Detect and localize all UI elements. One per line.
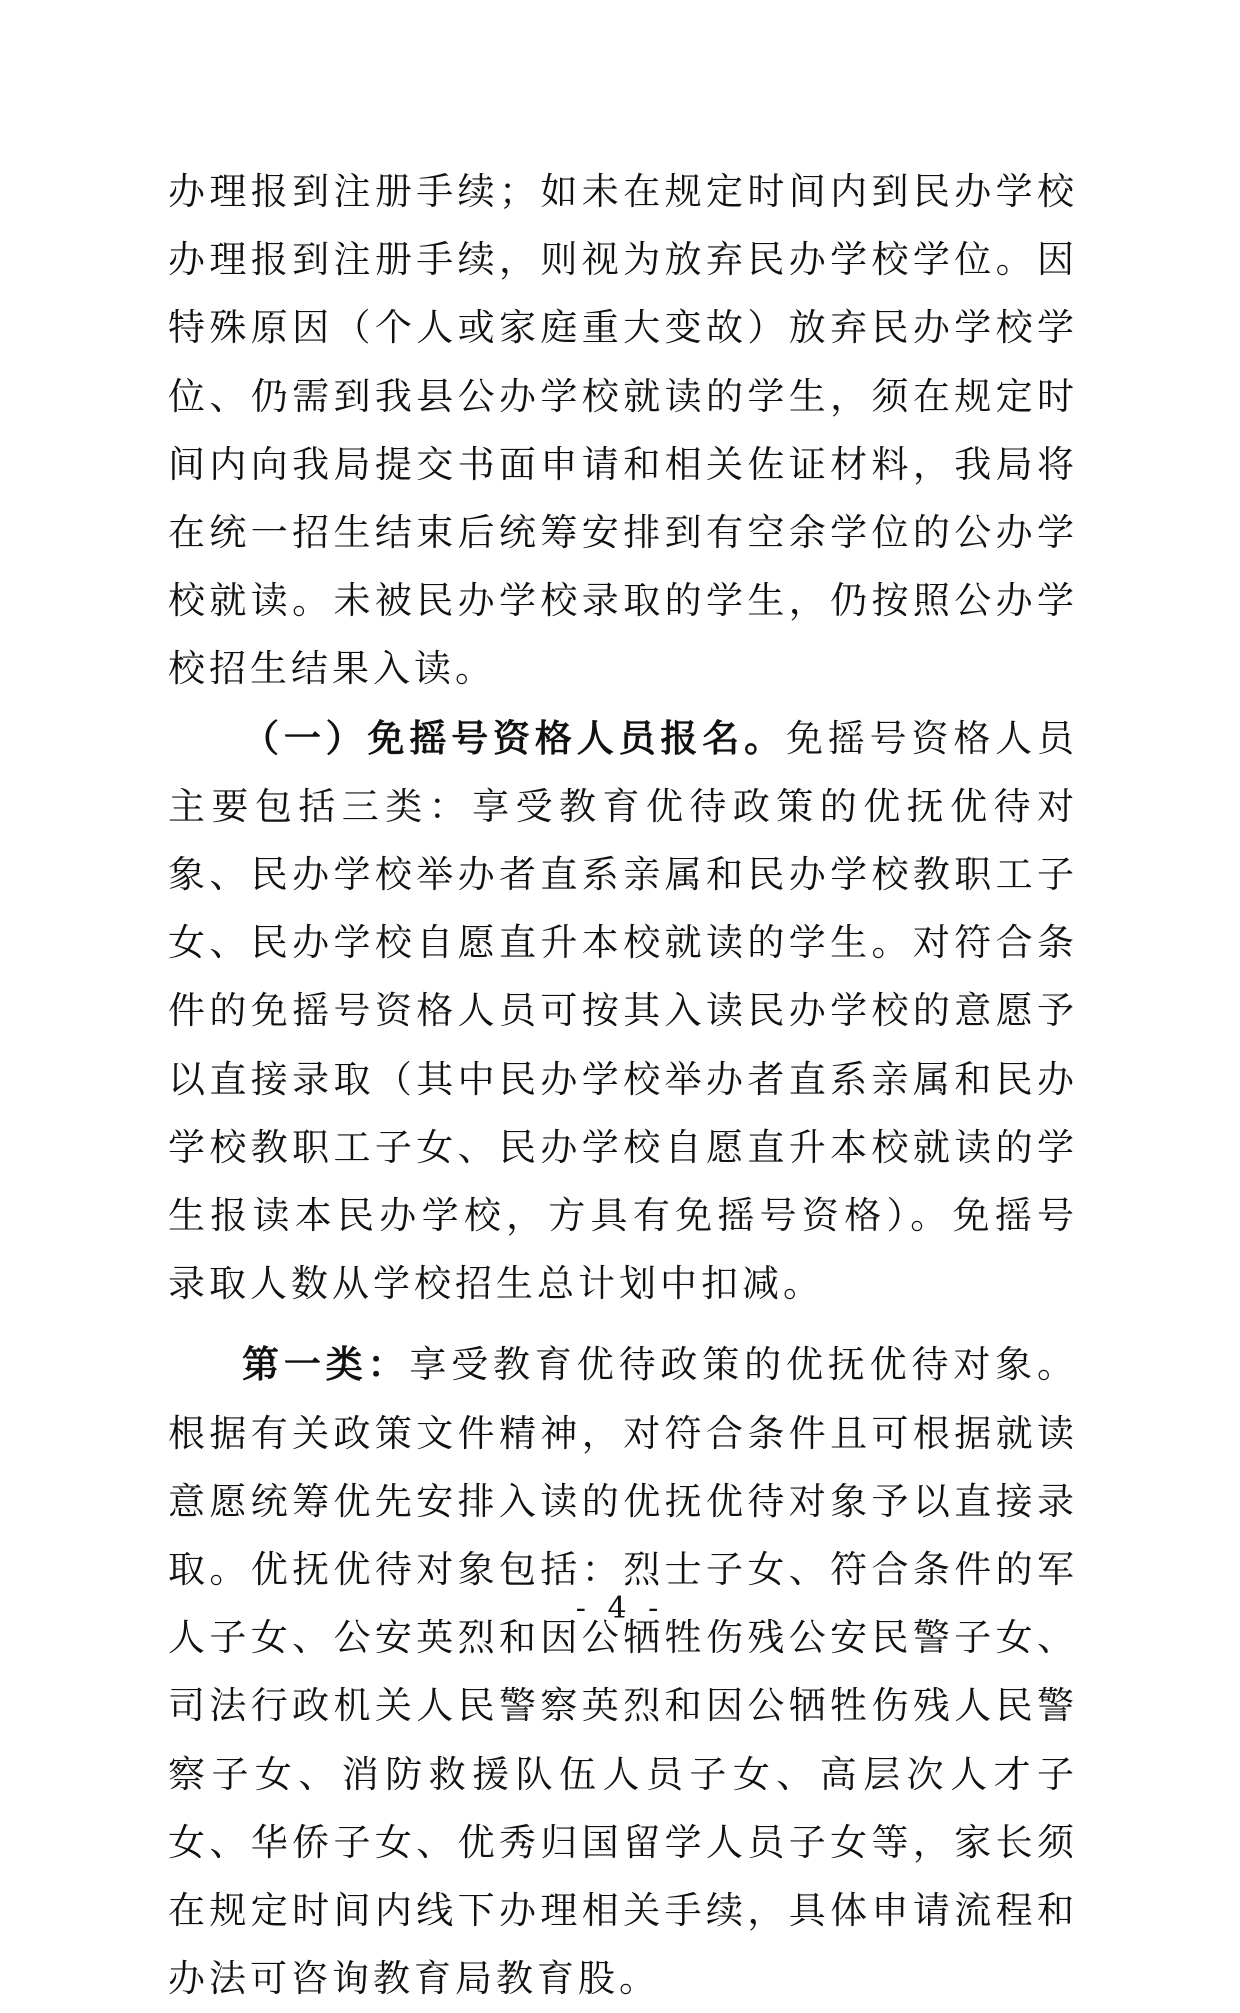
- paragraph-exempt-lottery-text: 免摇号资格人员主要包括三类：享受教育优待政策的优抚优待对象、民办学校举办者直系亲属和民办学校教职工子女、民办学校自愿直升本校就读的学生。对符合条件的免摇号资格人员可按其入读民办学校的意愿予以直接录取（其中民办学校举办者直系亲属和民办学校教职工子女、民办学校自愿直升本校就读的学生报读本民办学校，方具有免摇号资格）。免摇号录取人数从学校招生总计划中扣减。: [168, 716, 1079, 1306]
- section-heading-category-one: 第一类：: [242, 1342, 410, 1387]
- paragraph-category-one-text: 享受教育优待政策的优抚优待对象。根据有关政策文件精神，对符合条件且可根据就读意愿统筹优先安排入读的优抚优待对象予以直接录取。优抚优待对象包括：烈士子女、符合条件的军人子女、公安英烈和因公牺牲伤残公安民警子女、司法行政机关人民警察英烈和因公牺牲伤残人民警察子女、消防救援队伍人员子女、高层次人才子女、华侨子女、优秀归国留学人员子女等，家长须在规定时间内线下办理相关手续，具体申请流程和办法可咨询教育局教育股。: [168, 1343, 1079, 2001]
- paragraph-exempt-lottery: [168, 704, 1078, 1319]
- document-body: [168, 158, 1078, 2013]
- paragraph-registration-continued: 办理报到注册手续；如未在规定时间内到民办学校办理报到注册手续，则视为放弃民办学校学位。因特殊原因（个人或家庭重大变故）放弃民办学校学位、仍需到我县公办学校就读的学生，须在规定时间内向我局提交书面申请和相关佐证材料，我局将在统一招生结束后统筹安排到有空余学位的公办学校就读。未被民办学校录取的学生，仍按照公办学校招生结果入读。: [168, 170, 1078, 691]
- paragraph-category-one: [168, 1330, 1078, 2013]
- section-heading-exempt-lottery: （一）免摇号资格人员报名。: [242, 715, 786, 760]
- page-number: - 4 -: [575, 1591, 665, 1626]
